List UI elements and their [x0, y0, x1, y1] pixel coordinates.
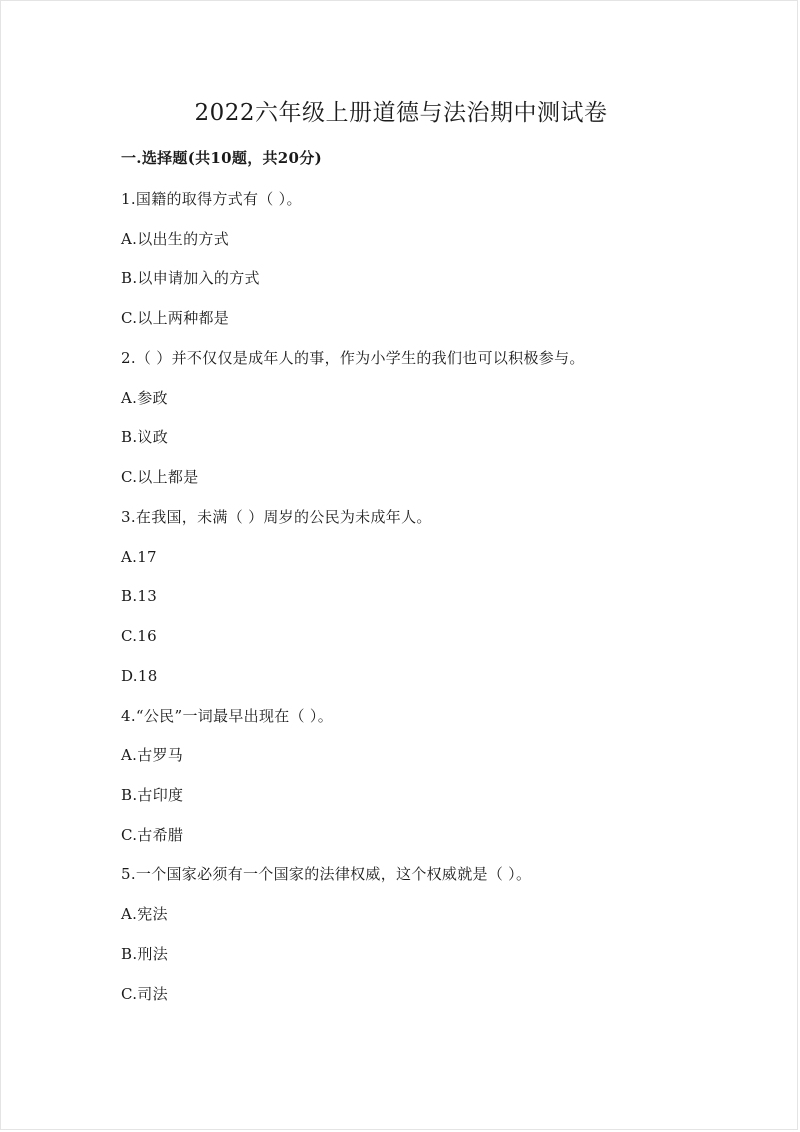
question-3-option-a: A.17: [121, 548, 157, 566]
question-5-option-b: B.刑法: [121, 945, 168, 963]
question-2-option-a: A.参政: [121, 389, 168, 407]
question-3-option-c: C.16: [121, 627, 157, 645]
question-4-option-c: C.古希腊: [121, 826, 184, 844]
question-2-option-c: C.以上都是: [121, 468, 199, 486]
question-1-option-a: A.以出生的方式: [121, 230, 230, 248]
question-3-option-d: D.18: [121, 667, 158, 685]
question-5-option-c: C.司法: [121, 985, 168, 1003]
question-4-option-a: A.古罗马: [121, 746, 184, 764]
question-2-option-b: B.议政: [121, 428, 168, 446]
question-4-stem: 4.“公民”一词最早出现在（ ）。: [121, 707, 334, 725]
question-3-option-b: B.13: [121, 587, 158, 605]
section-heading: 一.选择题(共10题，共20分): [121, 149, 322, 167]
question-4-option-b: B.古印度: [121, 786, 184, 804]
question-1-option-b: B.以申请加入的方式: [121, 269, 260, 287]
exam-title: 2022六年级上册道德与法治期中测试卷: [194, 100, 608, 126]
question-5-stem: 5.一个国家必须有一个国家的法律权威，这个权威就是（ ）。: [121, 865, 532, 883]
question-3-stem: 3.在我国，未满（ ）周岁的公民为未成年人。: [121, 508, 432, 526]
question-1-stem: 1.国籍的取得方式有（ ）。: [121, 190, 302, 208]
question-1-option-c: C.以上两种都是: [121, 309, 230, 327]
question-5-option-a: A.宪法: [121, 905, 168, 923]
question-2-stem: 2.（ ）并不仅仅是成年人的事，作为小学生的我们也可以积极参与。: [121, 349, 585, 367]
